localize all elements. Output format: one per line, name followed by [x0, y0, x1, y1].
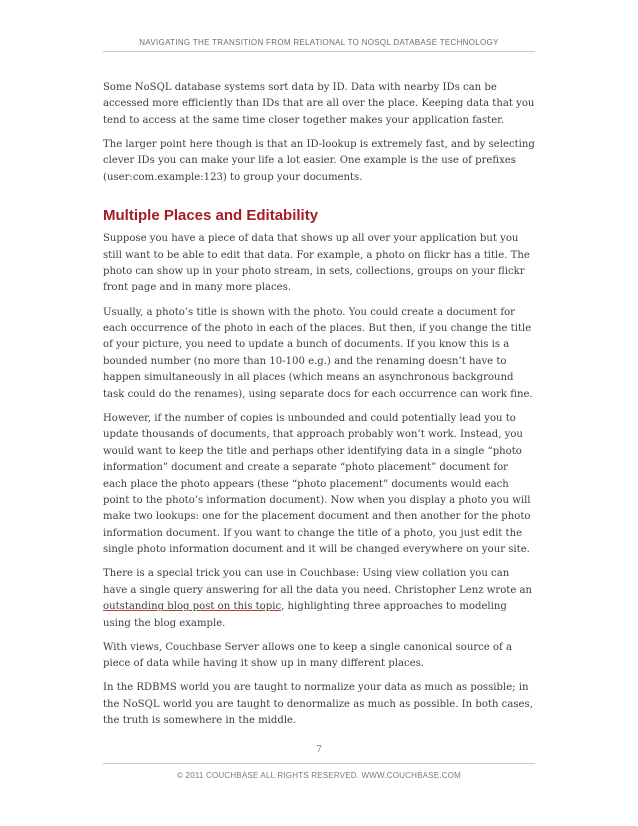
intro-paragraph-2: The larger point here though is that an ID-lookup is extremely fast, and by selecting clever IDs you can make your life a lot easier. One example is the use of prefixes (user:com.example:123) to group your documents. — [103, 139, 535, 183]
footer-divider — [103, 763, 535, 764]
blog-post-link[interactable]: outstanding blog post on this topic — [103, 601, 282, 613]
intro-paragraph-1: Some NoSQL database systems sort data by ID. Data with nearby IDs can be accessed more efficiently than IDs that are all over the place. Keeping data that you tend to access at the same time closer together makes your application faster. — [103, 82, 535, 126]
footer-copyright: © 2011 COUCHBASE ALL RIGHTS RESERVED. WWW.COUCHBASE.COM — [177, 771, 461, 780]
section-heading: Multiple Places and Editability — [103, 207, 319, 225]
page-body — [103, 80, 535, 737]
section-paragraph-2: Usually, a photo’s title is shown with the photo. You could create a document for each occurrence of the photo in each of the places. But then, if you change the title of your picture, you need to update a bunch of documents. If you know this is a bounded number (no more than 10-100 e.g.) and the renaming doesn’t have to happen simultaneously in all places (which means an asynchronous background task could do the renames), using separate docs for each occurrence can work fine. — [103, 306, 533, 400]
header-divider — [103, 51, 535, 52]
couchbase-trick-paragraph — [103, 566, 535, 632]
section-paragraph-3: However, if the number of copies is unbounded and could potentially lead you to update thousands of documents, that approach probably won’t work. Instead, you would want to keep the title and perhaps other identifying data in a single “photo information” document and create a separate “photo placement” document for each place the photo appears (these “photo placement” documents would each point to the photo’s information document). Now when you display a photo you will make two lookups: one for the placement document and then another for the photo information document. If you want to change the title of a photo, you just edit the single photo information document and it will be changed everywhere on your site. — [103, 412, 531, 556]
page-number: 7 — [316, 745, 322, 755]
trick-text-after-link: , highlighting three approaches to modeling using the blog example. — [103, 601, 507, 629]
section-paragraph-views: With views, Couchbase Server allows one to keep a single canonical source of a piece of data while having it show up in many different places. — [103, 641, 513, 670]
trick-text-before-link: There is a special trick you can use in Couchbase: Using view collation you can have a single query answering for all the data you need. Christopher Lenz wrote an — [103, 568, 533, 596]
section-paragraph-rdbms: In the RDBMS world you are taught to normalize your data as much as possible; in the NoSQL world you are taught to denormalize as much as possible. In both cases, the truth is somewhere in the middle. — [103, 682, 533, 727]
section-paragraph-1: Suppose you have a piece of data that shows up all over your application but you still want to be able to edit that data. For example, a photo on flickr has a title. The photo can show up in your photo stream, in sets, collections, groups on your flickr front page and in many more places. — [103, 233, 530, 294]
running-header: NAVIGATING THE TRANSITION FROM RELATIONAL TO NOSQL DATABASE TECHNOLOGY — [139, 38, 499, 47]
